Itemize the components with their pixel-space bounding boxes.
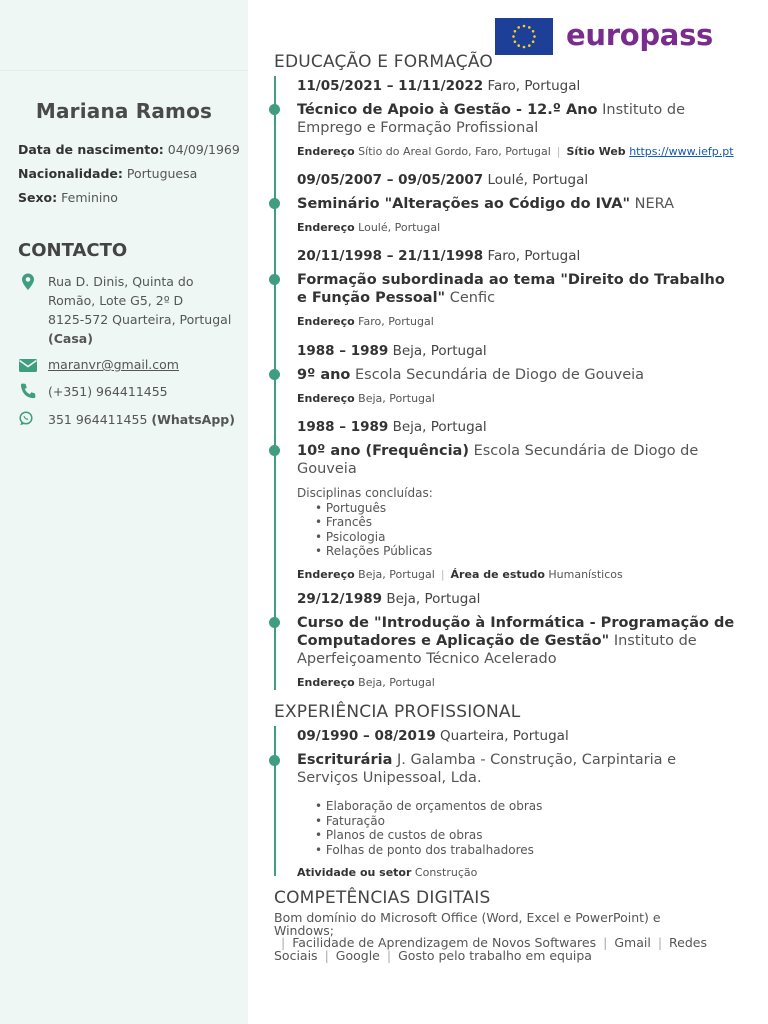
timeline-dot xyxy=(269,755,280,766)
entry-title: Seminário "Alterações ao Código do IVA" xyxy=(297,196,631,212)
entry-org: NERA xyxy=(634,196,675,212)
experience-title: EXPERIÊNCIA PROFISSIONAL xyxy=(274,702,521,722)
address-line-2: Romão, Lote G5, 2º D xyxy=(48,293,184,308)
nationality-value: Portuguesa xyxy=(126,166,198,181)
education-entry: 11/05/2021 – 11/11/2022 Faro, Portugal Técnico de Apoio à Gestão - 12.º Ano Instituto de Emprego e Formação Profissional Endereço Sítio do Areal Gordo, Faro, Portugal | Sítio Web https://www.iefp.pt xyxy=(297,78,734,158)
website-link[interactable]: https://www.iefp.pt xyxy=(629,145,734,158)
whatsapp-tag: (WhatsApp) xyxy=(151,412,235,427)
subject-item: Relações Públicas xyxy=(325,544,433,558)
timeline-dot xyxy=(269,104,280,115)
education-entry: 1988 – 1989 Beja, Portugal 10º ano (Frequência) Escola Secundária de Diogo de Gouveia Disciplinas concluídas: • Português • Francês • Psicologia • Relações Públicas Endereço Beja, Portugal | Área de estudo Humanísticos xyxy=(297,418,737,582)
timeline-dot xyxy=(269,198,280,209)
study-area-label: Área de estudo xyxy=(450,567,545,581)
education-timeline xyxy=(274,76,276,690)
entry-address: Beja, Portugal xyxy=(358,567,435,581)
contact-title: CONTACTO xyxy=(18,240,128,261)
entry-org: Instituto de Aperfeiçoamento Técnico Acelerado xyxy=(297,633,697,667)
task-item: Elaboração de orçamentos de obras xyxy=(325,799,543,813)
nationality xyxy=(18,166,197,181)
entry-address: Loulé, Portugal xyxy=(358,221,441,234)
subjects-list xyxy=(315,501,737,559)
list-item: • Francês xyxy=(315,515,373,529)
birth-date xyxy=(18,142,240,157)
main-content xyxy=(248,0,768,1024)
digital-skills-title: COMPETÊNCIAS DIGITAIS xyxy=(274,888,491,908)
entry-place: Beja, Portugal xyxy=(392,419,487,435)
subjects-label: Disciplinas concluídas: xyxy=(297,486,433,500)
europass-wordmark: europass xyxy=(566,18,713,52)
skill-item: Gosto pelo trabalho em equipa xyxy=(398,947,592,963)
address-label: Endereço xyxy=(297,221,355,234)
timeline-dot xyxy=(269,274,280,285)
list-item: • Psicologia xyxy=(315,529,386,544)
timeline-dot xyxy=(269,369,280,380)
entry-place: Faro, Portugal xyxy=(487,78,581,94)
entry-date: 29/12/1989 xyxy=(297,591,383,607)
eu-flag-icon xyxy=(495,18,553,55)
entry-date: 20/11/1998 – 21/11/1998 xyxy=(297,248,484,264)
location-pin-icon xyxy=(18,272,38,292)
sector-label: Atividade ou setor xyxy=(297,866,412,879)
sex-label: Sexo: xyxy=(18,190,58,205)
birth-date-value: 04/09/1969 xyxy=(167,142,240,157)
address-label: Endereço xyxy=(297,392,355,405)
entry-org: Escola Secundária de Diogo de Gouveia xyxy=(355,367,645,383)
experience-entry xyxy=(297,727,737,880)
job-title: Escriturária xyxy=(297,752,393,768)
subject-item: Francês xyxy=(325,515,373,529)
employer: J. Galamba - Construção, Carpintaria e Serviços Unipessoal, Lda. xyxy=(297,752,677,786)
address-label: Endereço xyxy=(297,567,355,581)
entry-title: Técnico de Apoio à Gestão - 12.º Ano xyxy=(297,102,598,118)
email-link[interactable]: maranvr@gmail.com xyxy=(48,357,179,372)
list-item: • Faturação xyxy=(315,813,385,828)
entry-date: 11/05/2021 – 11/11/2022 xyxy=(297,78,484,94)
birth-date-label: Data de nascimento: xyxy=(18,142,164,157)
entry-date: 09/05/2007 – 09/05/2007 xyxy=(297,172,484,188)
experience-timeline xyxy=(274,726,276,876)
list-item: • Elaboração de orçamentos de obras xyxy=(315,799,543,813)
entry-place: Faro, Portugal xyxy=(487,248,581,264)
person-name: Mariana Ramos xyxy=(35,99,213,123)
education-entry xyxy=(297,171,737,235)
address-line-3: 8125-572 Quarteira, Portugal xyxy=(48,312,232,327)
education-entry xyxy=(297,342,737,406)
entry-title: Curso de "Introdução à Informática - Programação de Computadores e Aplicação de Gestão" xyxy=(297,615,735,649)
skill-item: Gmail xyxy=(614,935,651,950)
sex-value: Feminino xyxy=(61,190,118,205)
sidebar-top-band xyxy=(0,0,248,71)
education-entry xyxy=(297,247,737,329)
entry-address: Faro, Portugal xyxy=(358,315,434,328)
phone-icon xyxy=(18,382,38,402)
entry-org: Escola Secundária de Diogo de Gouveia xyxy=(297,443,699,477)
europass-logo xyxy=(495,18,713,56)
entry-address: Sítio do Areal Gordo, Faro, Portugal xyxy=(358,145,551,158)
task-item: Faturação xyxy=(325,813,385,828)
list-item: • Folhas de ponto dos trabalhadores xyxy=(315,842,534,857)
tasks-list xyxy=(315,799,737,857)
entry-title: 9º ano xyxy=(297,367,351,383)
study-area: Humanísticos xyxy=(548,567,623,581)
website-label: Sítio Web xyxy=(566,145,626,158)
phone-number: (+351) 964411455 xyxy=(48,384,168,399)
entry-org: Instituto de Emprego e Formação Profissional xyxy=(297,102,686,136)
address-tag: (Casa) xyxy=(48,331,93,346)
sex xyxy=(18,190,118,205)
sector-value: Construção xyxy=(414,866,478,879)
entry-place: Beja, Portugal xyxy=(392,343,487,359)
education-title: EDUCAÇÃO E FORMAÇÃO xyxy=(274,52,493,72)
entry-address: Beja, Portugal xyxy=(358,676,435,689)
list-item: • Planos de custos de obras xyxy=(315,828,483,842)
timeline-dot xyxy=(269,445,280,456)
entry-address: Beja, Portugal xyxy=(358,392,435,405)
entry-date: 1988 – 1989 xyxy=(297,419,389,435)
task-item: Folhas de ponto dos trabalhadores xyxy=(325,842,534,857)
entry-date: 09/1990 – 08/2019 xyxy=(297,728,436,744)
envelope-icon xyxy=(18,355,38,375)
whatsapp-number: 351 964411455 xyxy=(48,412,148,427)
digital-skills-list: Bom domínio do Microsoft Office (Word, Excel e PowerPoint) e Windows; | Facilidade de Aprendizagem de Novos Softwares | Gmail | Redes Sociais | Google | Gosto pelo trabalho em equipa xyxy=(274,910,707,963)
entry-place: Loulé, Portugal xyxy=(487,172,589,188)
skill-item: Google xyxy=(335,947,380,963)
entry-place: Quarteira, Portugal xyxy=(440,728,569,744)
task-item: Planos de custos de obras xyxy=(325,828,483,842)
list-item: • Relações Públicas xyxy=(315,544,433,558)
skill-item: Bom domínio do Microsoft Office (Word, Excel e PowerPoint) e Windows; xyxy=(274,910,661,938)
address-label: Endereço xyxy=(297,676,355,689)
nationality-label: Nacionalidade: xyxy=(18,166,123,181)
timeline-dot xyxy=(269,617,280,628)
entry-place: Beja, Portugal xyxy=(386,591,481,607)
list-item: • Português xyxy=(315,500,387,515)
subject-item: Psicologia xyxy=(325,529,386,544)
skill-item: Redes Sociais xyxy=(274,935,707,963)
sidebar xyxy=(0,0,248,1024)
address-label: Endereço xyxy=(297,315,355,328)
entry-date: 1988 – 1989 xyxy=(297,343,389,359)
entry-org: Cenfic xyxy=(449,290,496,306)
entry-title: 10º ano (Frequência) xyxy=(297,443,469,459)
entry-title: Formação subordinada ao tema "Direito do Trabalho e Função Pessoal" xyxy=(297,272,725,306)
education-entry xyxy=(297,590,737,690)
skill-item: Facilidade de Aprendizagem de Novos Softwares xyxy=(292,935,597,950)
subject-item: Português xyxy=(325,500,387,515)
whatsapp-icon xyxy=(18,410,38,430)
address-line-1: Rua D. Dinis, Quinta do xyxy=(48,274,194,289)
address-label: Endereço xyxy=(297,145,355,158)
